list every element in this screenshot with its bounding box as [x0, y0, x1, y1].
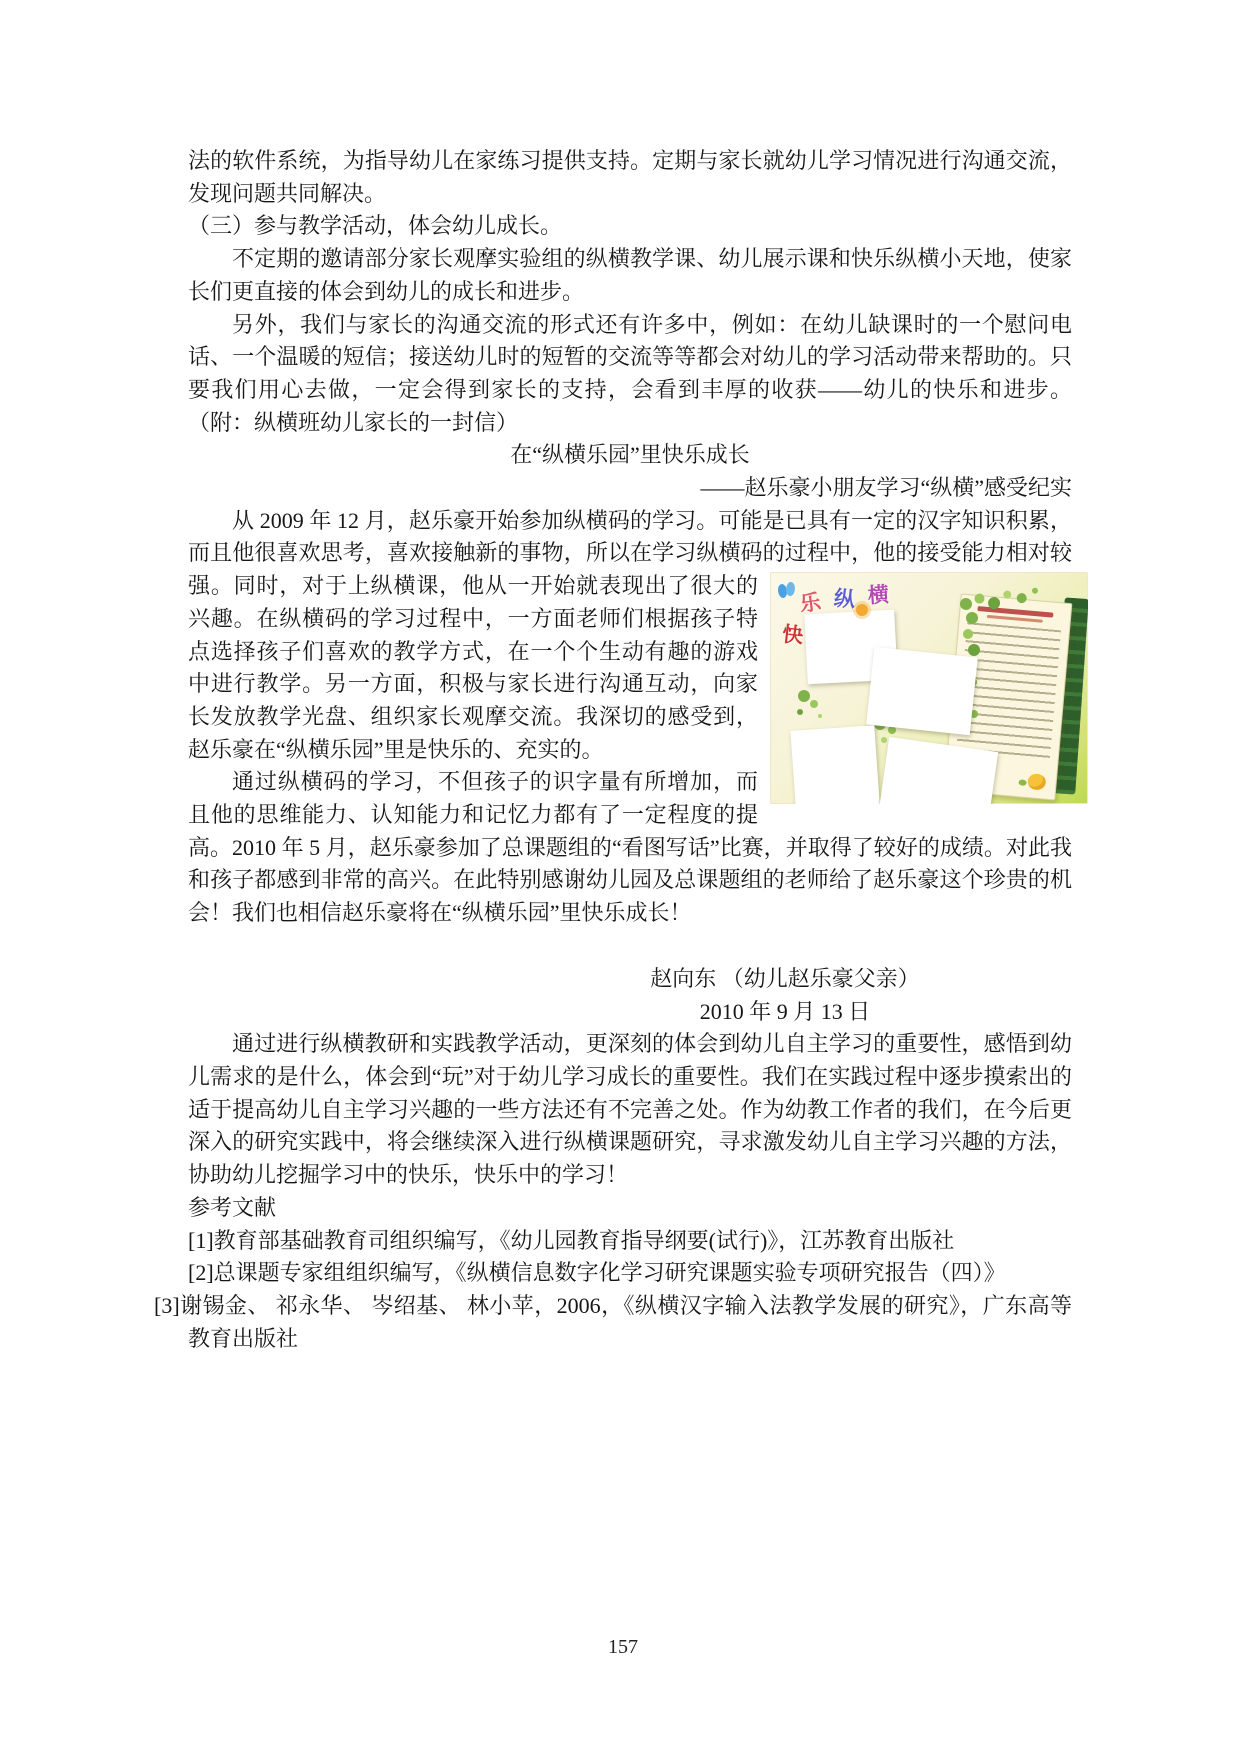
paragraph-letter-body-2: 通过纵横码的学习，不但孩子的识字量有所增加，而且他的思维能力、认知能力和记忆力都有了一定程度的提高。2010 年 5 月，赵乐豪参加了总课题组的“看图写话”比赛，并取得了较好的成绩。对此我和孩子都感到非常的高兴。在此特别感谢幼儿园及总课题组的老师给了赵乐豪这个珍贵的机会！我们也相信赵乐豪将在“纵横乐园”里快乐成长！: [188, 769, 1072, 926]
computer-lesson-photo: [866, 647, 978, 735]
vine-leaves-icon: [798, 690, 810, 702]
decor-char-zong: 纵: [833, 587, 857, 613]
decor-char-heng: 横: [867, 583, 890, 608]
letter-signature-block: [498, 963, 1072, 1028]
letter-body-text-after-figure: 强。同时，对于上纵横课，他从一开始就表现出了很大的兴趣。在纵横码的学习过程中，一方面老师们根据孩子特点选择孩子们喜欢的教学方式，在一个个生动有趣的游戏中进行教学。另一方面，积极与家长进行沟通互动，向家长发放教学光盘、组织家长观摩交流。我深切的感受到，赵乐豪在“纵横乐园”里是快乐的、充实的。: [188, 573, 758, 762]
paragraph-communication: 另外，我们与家长的沟通交流的形式还有许多中，例如：在幼儿缺课时的一个慰问电话、一个温暖的短信；接送幼儿时的短暂的交流等等都会对幼儿的学习活动带来帮助的。只要我们用心去做，一定会得到家长的支持，会看到丰厚的收获——幼儿的快乐和进步。（附：纵横班幼儿家长的一封信）: [188, 311, 1072, 435]
page-body: [154, 145, 1072, 1355]
references-heading: 参考文献: [188, 1194, 277, 1220]
letter-subtitle: ——赵乐豪小朋友学习“纵横”感受纪实: [700, 475, 1072, 501]
child-photo: [790, 725, 881, 804]
letter-signature: 赵向东 （幼儿赵乐豪父亲）: [650, 965, 920, 991]
decor-char-kuai: 快: [780, 623, 805, 649]
reference-item-2: [2]总课题专家组组织编写，《纵横信息数字化学习研究课题实验专项研究报告（四）》: [188, 1260, 1006, 1286]
decor-char-le: 乐: [798, 590, 823, 617]
paragraph-conclusion: 通过进行纵横教研和实践教学活动，更深刻的体会到幼儿自主学习的重要性，感悟到幼儿需求的是什么，体会到“玩”对于幼儿学习成长的重要性。我们在实践过程中逐步摸索出的适于提高幼儿自主学习兴趣的一些方法还有不完善之处。作为幼教工作者的我们，在今后更深入的研究实践中，将会继续深入进行纵横课题研究，寻求激发幼儿自主学习兴趣的方法，协助幼儿挖掘学习中的快乐，快乐中的学习！: [188, 1031, 1072, 1188]
chick-icon: [1027, 773, 1046, 791]
paragraph-letter-body-1: [188, 505, 1072, 767]
letter-date: 2010 年 9 月 13 日: [699, 998, 871, 1024]
letter-body-text-before-figure: 从 2009 年 12 月，赵乐豪开始参加纵横码的学习。可能是已具有一定的汉字知识积累，而且他很喜欢思考，喜欢接触新的事物，所以在学习纵横码的过程中，他的接受能力相对较: [188, 507, 1072, 566]
reference-item-3: [3]谢锡金、 祁永华、 岑绍基、 林小苹，2006，《纵横汉字输入法教学发展的研究》，广东高等教育出版社: [154, 1292, 1072, 1351]
letter-title: 在“纵横乐园”里快乐成长: [510, 442, 750, 468]
section-heading-3: （三）参与教学活动，体会幼儿成长。: [188, 213, 563, 239]
paragraph-continuation: 法的软件系统，为指导幼儿在家练习提供支持。定期与家长就幼儿学习情况进行沟通交流，发现问题共同解决。: [188, 148, 1072, 206]
paragraph-invite-parents: 不定期的邀请部分家长观摩实验组的纵横教学课、幼儿展示课和快乐纵横小天地，使家长们更直接的体会到幼儿的成长和进步。: [188, 246, 1072, 304]
butterfly-icon: [778, 582, 794, 600]
page-number: 157: [608, 1636, 638, 1658]
figure-note-subtitle-bar: [987, 615, 1043, 623]
reference-item-1: [1]教育部基础教育司组织编写，《幼儿园教育指导纲要(试行)》，江苏教育出版社: [188, 1227, 955, 1253]
scrapbook-figure: [770, 572, 1088, 804]
